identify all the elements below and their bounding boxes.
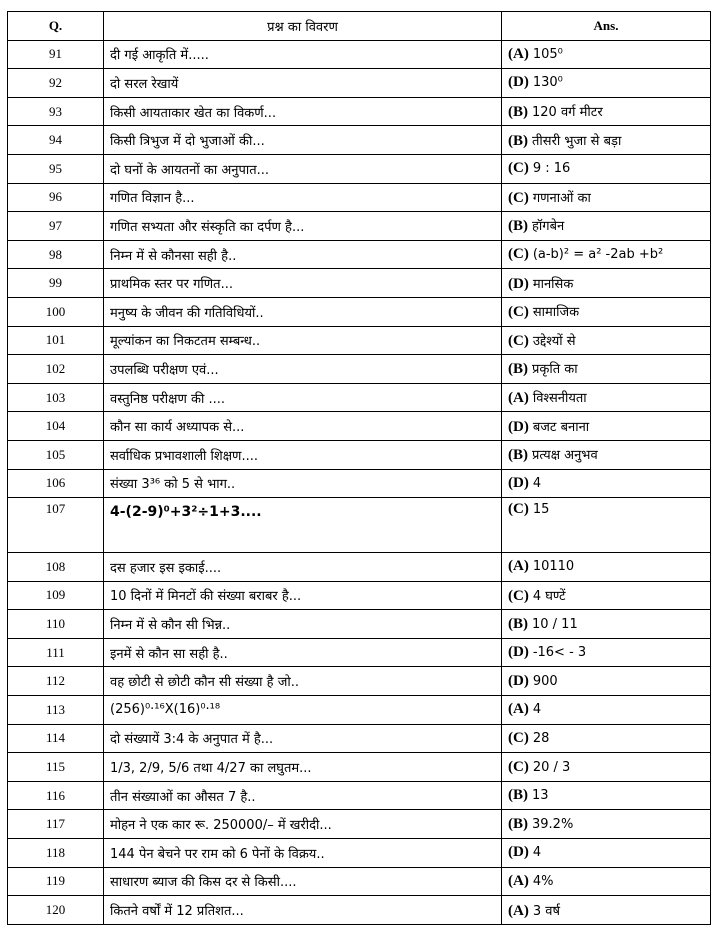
answer-cell xyxy=(502,667,711,696)
answer-cell xyxy=(502,69,711,98)
table-row xyxy=(8,867,711,896)
table-row xyxy=(8,154,711,183)
table-row xyxy=(8,212,711,241)
question-number: 96 xyxy=(8,183,104,212)
answer-option: (C) xyxy=(508,189,529,206)
answer-cell xyxy=(502,40,711,69)
table-row xyxy=(8,240,711,269)
question-text: वह छोटी से छोटी कौन सी संख्या है जो.. xyxy=(104,667,502,696)
question-text: मूल्यांकन का निकटतम सम्बन्ध.. xyxy=(104,326,502,355)
answer-option: (D) xyxy=(508,418,529,435)
answer-cell xyxy=(502,781,711,810)
question-number: 102 xyxy=(8,355,104,384)
question-text: गणित सभ्यता और संस्कृति का दर्पण है... xyxy=(104,212,502,241)
answer-option: (A) xyxy=(508,701,529,718)
table-row xyxy=(8,69,711,98)
answer-cell xyxy=(502,154,711,183)
table-row xyxy=(8,126,711,155)
answer-cell xyxy=(502,469,711,498)
answer-cell xyxy=(502,269,711,298)
question-number: 115 xyxy=(8,753,104,782)
table-row xyxy=(8,498,711,553)
table-row xyxy=(8,469,711,498)
question-number: 108 xyxy=(8,553,104,582)
answer-cell xyxy=(502,440,711,469)
answer-option: (A) xyxy=(508,45,529,62)
answer-value: 4 xyxy=(532,845,542,861)
question-text: इनमें से कौन सा सही है.. xyxy=(104,638,502,667)
answer-option: (B) xyxy=(508,615,528,632)
answer-option: (C) xyxy=(508,729,529,746)
question-number: 94 xyxy=(8,126,104,155)
question-number: 114 xyxy=(8,724,104,753)
answer-value: मानसिक xyxy=(532,276,574,292)
table-row xyxy=(8,896,711,925)
table-row xyxy=(8,839,711,868)
answer-value: 4 xyxy=(532,475,542,491)
question-text: दस हजार इस इकाई.... xyxy=(104,553,502,582)
question-number: 95 xyxy=(8,154,104,183)
answer-cell xyxy=(502,326,711,355)
question-text: (256)⁰·¹⁶X(16)⁰·¹⁸ xyxy=(104,696,502,725)
table-row xyxy=(8,383,711,412)
question-text: प्राथमिक स्तर पर गणित... xyxy=(104,269,502,298)
answer-option: (B) xyxy=(508,132,528,149)
answer-option: (C) xyxy=(508,758,529,775)
answer-cell xyxy=(502,183,711,212)
answer-value: बजट बनाना xyxy=(532,419,590,435)
answer-cell xyxy=(502,297,711,326)
answer-value: 20 / 3 xyxy=(532,759,571,775)
table-row xyxy=(8,581,711,610)
answer-option: (B) xyxy=(508,361,528,378)
question-number: 100 xyxy=(8,297,104,326)
question-text: 1/3, 2/9, 5/6 तथा 4/27 का लघुतम... xyxy=(104,753,502,782)
answer-value: -16< - 3 xyxy=(532,645,587,661)
answer-cell xyxy=(502,412,711,441)
header-answer: Ans. xyxy=(502,12,711,41)
answer-cell xyxy=(502,212,711,241)
answer-value: प्रत्यक्ष अनुभव xyxy=(532,448,598,464)
answer-option: (C) xyxy=(508,587,529,604)
question-text: मोहन ने एक कार रू. 250000/– में खरीदी... xyxy=(104,810,502,839)
question-number: 97 xyxy=(8,212,104,241)
answer-value: 120 वर्ग मीटर xyxy=(532,105,603,121)
question-text: उपलब्धि परीक्षण एवं... xyxy=(104,355,502,384)
question-text: निम्न में से कौनसा सही है.. xyxy=(104,240,502,269)
answer-option: (C) xyxy=(508,246,529,263)
answer-option: (A) xyxy=(508,902,529,919)
answer-value: 13 xyxy=(532,788,549,804)
answer-option: (C) xyxy=(508,501,529,518)
answer-cell xyxy=(502,240,711,269)
answer-value: 9 : 16 xyxy=(532,161,571,177)
answer-cell xyxy=(502,610,711,639)
header-question: प्रश्न का विवरण xyxy=(104,12,502,41)
question-text: साधारण ब्याज की किस दर से किसी.... xyxy=(104,867,502,896)
question-text: दी गई आकृति में..... xyxy=(104,40,502,69)
answer-option: (C) xyxy=(508,332,529,349)
answer-option: (D) xyxy=(508,672,529,689)
answer-value: 15 xyxy=(532,502,550,518)
question-number: 104 xyxy=(8,412,104,441)
answer-option: (A) xyxy=(508,872,529,889)
answer-value: 900 xyxy=(532,673,558,689)
answer-cell xyxy=(502,638,711,667)
answer-cell xyxy=(502,383,711,412)
question-number: 112 xyxy=(8,667,104,696)
answer-option: (D) xyxy=(508,844,529,861)
question-number: 107 xyxy=(8,498,104,553)
answer-value: 28 xyxy=(532,730,550,746)
question-number: 106 xyxy=(8,469,104,498)
answer-value: प्रकृति का xyxy=(532,362,578,378)
answer-option: (A) xyxy=(508,390,529,407)
answer-option: (B) xyxy=(508,104,528,121)
answer-cell xyxy=(502,753,711,782)
answer-cell xyxy=(502,553,711,582)
table-row xyxy=(8,696,711,725)
table-row xyxy=(8,183,711,212)
table-row xyxy=(8,97,711,126)
table-row xyxy=(8,553,711,582)
header-row xyxy=(8,12,711,41)
table-row xyxy=(8,753,711,782)
question-number: 117 xyxy=(8,810,104,839)
answer-value: 105⁰ xyxy=(532,46,563,62)
question-number: 120 xyxy=(8,896,104,925)
question-text: मनुष्य के जीवन की गतिविधियों.. xyxy=(104,297,502,326)
answer-value: विश्सनीयता xyxy=(532,391,587,407)
answer-value: 4% xyxy=(532,873,554,889)
answer-option: (D) xyxy=(508,474,529,491)
answer-value: उद्देश्यों से xyxy=(532,333,576,349)
question-text: किसी आयताकार खेत का विकर्ण... xyxy=(104,97,502,126)
table-row xyxy=(8,610,711,639)
question-number: 111 xyxy=(8,638,104,667)
answer-value: तीसरी भुजा से बड़ा xyxy=(532,133,622,149)
question-text: सर्वाधिक प्रभावशाली शिक्षण.... xyxy=(104,440,502,469)
table-row xyxy=(8,781,711,810)
question-text: 4-(2-9)⁰+3²÷1+3.... xyxy=(104,498,502,553)
table-row xyxy=(8,326,711,355)
answer-value: 3 वर्ष xyxy=(532,903,560,919)
answer-cell xyxy=(502,97,711,126)
answer-cell xyxy=(502,581,711,610)
table-row xyxy=(8,355,711,384)
question-number: 101 xyxy=(8,326,104,355)
answer-key-table xyxy=(7,11,711,925)
answer-cell xyxy=(502,696,711,725)
table-row xyxy=(8,412,711,441)
question-number: 113 xyxy=(8,696,104,725)
question-text: कौन सा कार्य अध्यापक से... xyxy=(104,412,502,441)
answer-value: 10 / 11 xyxy=(532,616,578,632)
question-number: 116 xyxy=(8,781,104,810)
question-number: 99 xyxy=(8,269,104,298)
answer-value: गणनाओं का xyxy=(532,190,591,206)
answer-cell xyxy=(502,839,711,868)
question-text: दो संख्यायें 3:4 के अनुपात में है... xyxy=(104,724,502,753)
answer-option: (A) xyxy=(508,558,529,575)
answer-value: 4 xyxy=(532,702,542,718)
question-text: 10 दिनों में मिनटों की संख्या बराबर है... xyxy=(104,581,502,610)
question-number: 92 xyxy=(8,69,104,98)
question-number: 98 xyxy=(8,240,104,269)
answer-value: 4 घण्टें xyxy=(532,588,566,604)
answer-value: सामाजिक xyxy=(532,305,580,321)
header-number: Q. xyxy=(8,12,104,41)
answer-value: (a-b)² = a² -2ab +b² xyxy=(532,247,664,263)
question-number: 93 xyxy=(8,97,104,126)
answer-value: 10110 xyxy=(532,559,575,575)
question-text: 144 पेन बेचने पर राम को 6 पेनों के विक्रय.. xyxy=(104,839,502,868)
answer-option: (B) xyxy=(508,787,528,804)
question-text: किसी त्रिभुज में दो भुजाओं की... xyxy=(104,126,502,155)
answer-value: 39.2% xyxy=(532,816,574,832)
table-row xyxy=(8,667,711,696)
table-row xyxy=(8,810,711,839)
question-text: दो घनों के आयतनों का अनुपात... xyxy=(104,154,502,183)
question-number: 105 xyxy=(8,440,104,469)
table-row xyxy=(8,297,711,326)
answer-cell xyxy=(502,355,711,384)
question-text: तीन संख्याओं का औसत 7 है.. xyxy=(104,781,502,810)
question-text: संख्या 3³⁶ को 5 से भाग.. xyxy=(104,469,502,498)
answer-value: 130⁰ xyxy=(532,75,563,91)
table-row xyxy=(8,638,711,667)
answer-cell xyxy=(502,724,711,753)
question-number: 118 xyxy=(8,839,104,868)
question-number: 119 xyxy=(8,867,104,896)
answer-option: (B) xyxy=(508,447,528,464)
question-number: 91 xyxy=(8,40,104,69)
table-row xyxy=(8,724,711,753)
answer-option: (D) xyxy=(508,74,529,91)
answer-cell xyxy=(502,126,711,155)
question-number: 109 xyxy=(8,581,104,610)
answer-option: (C) xyxy=(508,304,529,321)
answer-cell xyxy=(502,498,711,553)
answer-option: (B) xyxy=(508,815,528,832)
answer-cell xyxy=(502,867,711,896)
answer-cell xyxy=(502,896,711,925)
question-text: गणित विज्ञान है... xyxy=(104,183,502,212)
question-number: 103 xyxy=(8,383,104,412)
answer-option: (C) xyxy=(508,160,529,177)
answer-option: (D) xyxy=(508,644,529,661)
table-row xyxy=(8,40,711,69)
answer-cell xyxy=(502,810,711,839)
question-number: 110 xyxy=(8,610,104,639)
answer-option: (D) xyxy=(508,275,529,292)
answer-option: (B) xyxy=(508,218,528,235)
question-text: कितने वर्षों में 12 प्रतिशत... xyxy=(104,896,502,925)
answer-value: हॉगबेन xyxy=(532,219,565,235)
table-row xyxy=(8,269,711,298)
table-row xyxy=(8,440,711,469)
question-text: वस्तुनिष्ठ परीक्षण की .... xyxy=(104,383,502,412)
question-text: दो सरल रेखायें xyxy=(104,69,502,98)
question-text: निम्न में से कौन सी भिन्न.. xyxy=(104,610,502,639)
